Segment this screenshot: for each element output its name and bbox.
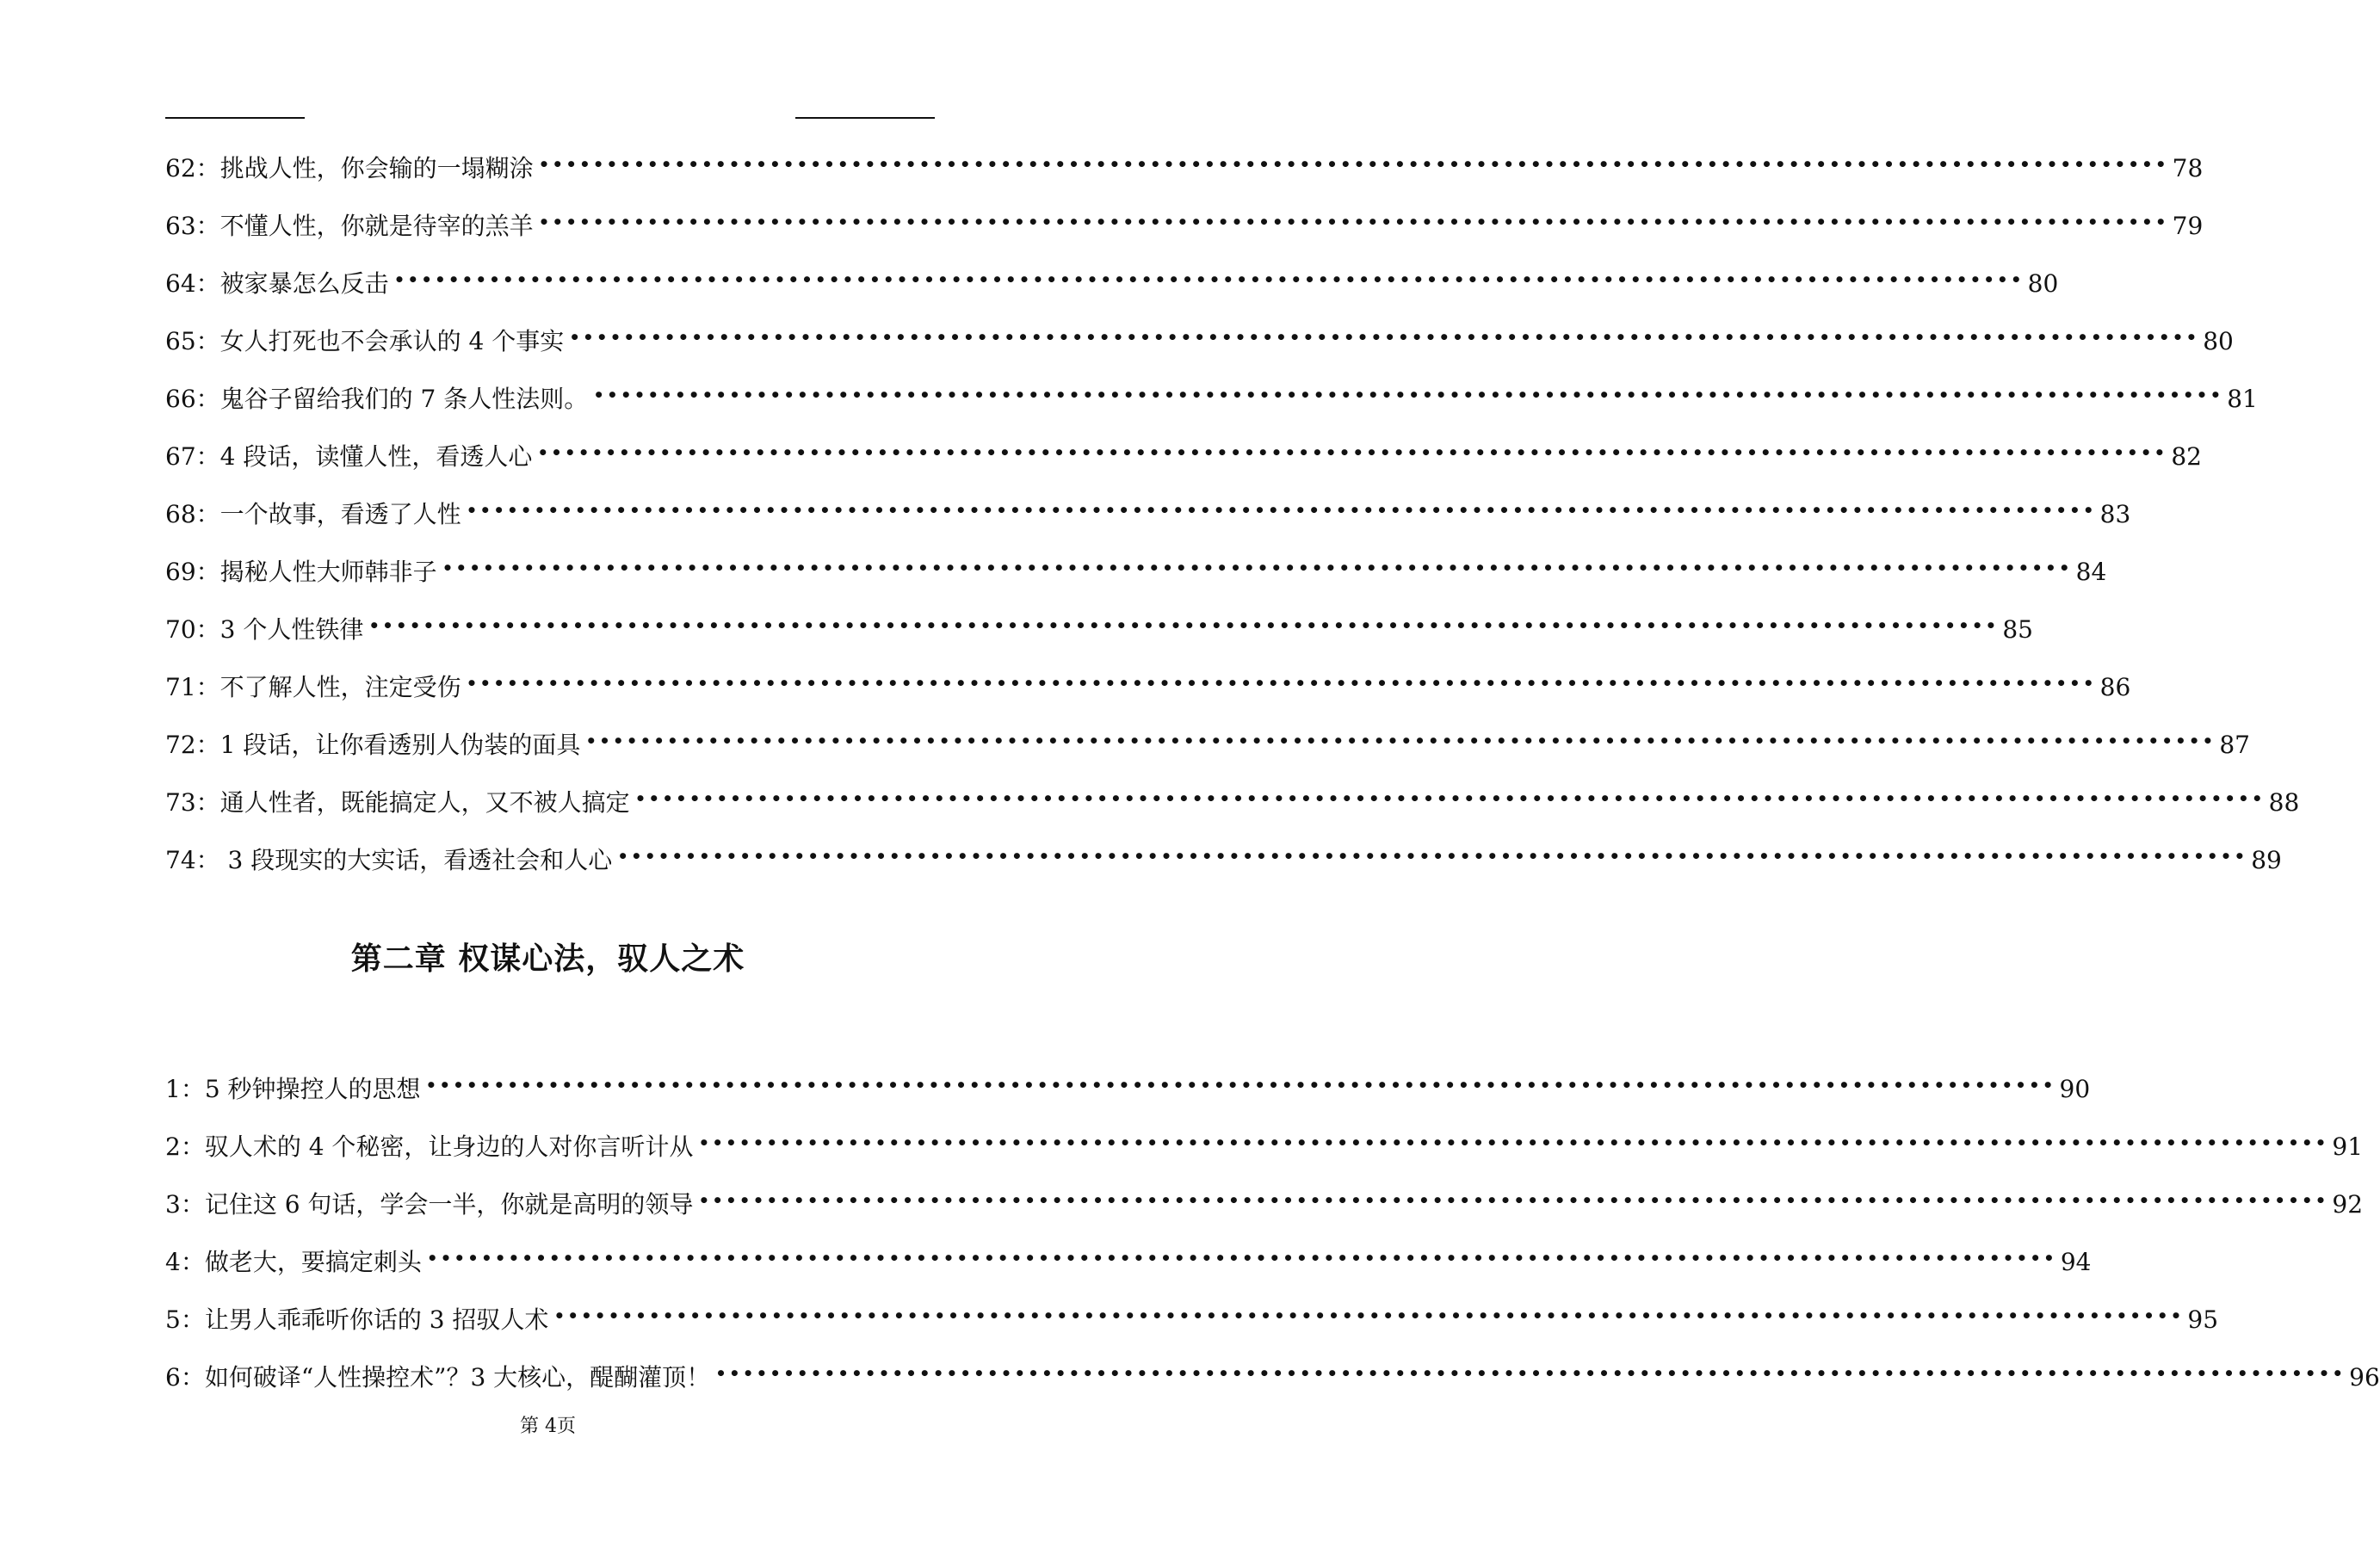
toc-leader-dots: •••••••••••••••••••••••••••••••••••••••••••••••••••••••••••••••••••••••••••••••••••••••••••••••••••••••••••••••••••••••• [634, 788, 2266, 809]
toc-leader-dots: •••••••••••••••••••••••••••••••••••••••••••••••••••••••••••••••••••••••••••••••••••••••••••••••••••••••••••••••••••••••• [569, 327, 2200, 348]
toc-leader-dots: •••••••••••••••••••••••••••••••••••••••••••••••••••••••••••••••••••••••••••••••••••••••••••••••••••••••••••••••••••••••• [698, 1132, 2329, 1153]
toc-leader-dots: •••••••••••••••••••••••••••••••••••••••••••••••••••••••••••••••••••••••••••••••••••••••••••••••••••••••••••••••••••••••• [593, 385, 2224, 405]
toc-entry-page: 92 [2332, 1190, 2364, 1219]
toc-leader-dots: •••••••••••••••••••••••••••••••••••••••••••••••••••••••••••••••••••••••••••••••••••••••••••••••••••••••••••••••••••••••• [617, 846, 2248, 867]
toc-entry[interactable] [165, 601, 2033, 658]
toc-entry[interactable] [165, 1348, 2380, 1406]
header-rule-left [165, 117, 305, 119]
toc-entry[interactable] [165, 1291, 2219, 1348]
toc-leader-dots: •••••••••••••••••••••••••••••••••••••••••••••••••••••••••••••••••••••••••••••••••••••••••••••••••••••••••••••••••••••••• [715, 1363, 2346, 1384]
toc-entry-page: 89 [2251, 846, 2282, 874]
toc-leader-dots: •••••••••••••••••••••••••••••••••••••••••••••••••••••••••••••••••••••••••••••••••••••••••••••••••••••••••••••••••••••••• [537, 442, 2168, 463]
toc-entry[interactable] [165, 428, 2202, 485]
toc-entry[interactable] [165, 255, 2059, 312]
toc-entry-title: 6：如何破译“人性操控术”？3 大核心，醍醐灌顶！ [165, 1363, 711, 1392]
chapter-heading: 第二章 权谋心法，驭人之术 [350, 941, 745, 977]
toc-entry-title: 72：1 段话，让你看透别人伪装的面具 [165, 731, 581, 759]
toc-entry-title: 2：驭人术的 4 个秘密，让身边的人对你言听计从 [165, 1132, 694, 1161]
toc-entry-title: 62：挑战人性，你会输的一塌糊涂 [165, 154, 534, 182]
toc-entry-page: 79 [2172, 212, 2204, 240]
toc-entry-title: 67：4 段话，读懂人性，看透人心 [165, 442, 533, 471]
toc-leader-dots: •••••••••••••••••••••••••••••••••••••••••••••••••••••••••••••••••••••••••••••••••••••••••••••••••••••••••••••••••••••••• [442, 558, 2073, 578]
toc-leader-dots: •••••••••••••••••••••••••••••••••••••••••••••••••••••••••••••••••••••••••••••••••••••••••••••••••••••••••••••••••••••••• [698, 1190, 2329, 1211]
toc-entry-title: 73：通人性者，既能搞定人，又不被人搞定 [165, 788, 630, 817]
toc-entry-page: 82 [2171, 442, 2202, 471]
toc-leader-dots: •••••••••••••••••••••••••••••••••••••••••••••••••••••••••••••••••••••••••••••••••••••••••••••••••••••••••••••••••••••••• [553, 1305, 2185, 1326]
page-number-footer: 第 4页 [520, 1416, 576, 1437]
toc-entry-page: 88 [2268, 788, 2300, 817]
toc-list-part2 [165, 1060, 2380, 1406]
toc-entry-page: 91 [2332, 1132, 2364, 1161]
toc-entry[interactable] [165, 1060, 2091, 1118]
toc-entry-title: 4：做老大，要搞定刺头 [165, 1248, 422, 1276]
toc-entry-page: 81 [2227, 385, 2258, 413]
toc-entry[interactable] [165, 774, 2300, 831]
toc-entry-title: 69：揭秘人性大师韩非子 [165, 558, 437, 586]
toc-leader-dots: •••••••••••••••••••••••••••••••••••••••••••••••••••••••••••••••••••••••••••••••••••••••••••••••••••••••••••••••••••••••• [368, 615, 2000, 636]
toc-entry-title: 65：女人打死也不会承认的 4 个事实 [165, 327, 565, 355]
toc-entry[interactable] [165, 1176, 2364, 1233]
toc-entry[interactable] [165, 312, 2234, 370]
toc-entry-title: 71：不了解人性，注定受伤 [165, 673, 461, 701]
toc-entry-page: 90 [2059, 1075, 2091, 1103]
toc-leader-dots: •••••••••••••••••••••••••••••••••••••••••••••••••••••••••••••••••••••••••••••••••••••••••••••••••••••••••••••••••••••••• [466, 500, 2097, 521]
toc-entry-title: 5：让男人乖乖听你话的 3 招驭人术 [165, 1305, 549, 1334]
toc-entry[interactable] [165, 1118, 2364, 1176]
toc-entry[interactable] [165, 485, 2131, 543]
toc-entry-title: 3：记住这 6 句话，学会一半，你就是高明的领导 [165, 1190, 694, 1219]
toc-entry-title: 66：鬼谷子留给我们的 7 条人性法则。 [165, 385, 589, 413]
toc-entry-title: 68：一个故事，看透了人性 [165, 500, 461, 528]
header-rule-right [795, 117, 935, 119]
toc-entry-page: 86 [2099, 673, 2131, 701]
toc-entry-page: 78 [2172, 154, 2204, 182]
toc-entry[interactable] [165, 370, 2258, 428]
toc-entry[interactable] [165, 1233, 2092, 1291]
toc-entry-title: 74： 3 段现实的大实话，看透社会和人心 [165, 846, 613, 874]
toc-leader-dots: •••••••••••••••••••••••••••••••••••••••••••••••••••••••••••••••••••••••••••••••••••••••••••••••••••••••••••••••••••••••• [466, 673, 2097, 694]
toc-leader-dots: •••••••••••••••••••••••••••••••••••••••••••••••••••••••••••••••••••••••••••••••••••••••••••••••••••••••••••••••••••••••• [426, 1248, 2057, 1268]
toc-entry[interactable] [165, 831, 2282, 889]
toc-entry[interactable] [165, 139, 2204, 197]
toc-entry-page: 83 [2099, 500, 2131, 528]
toc-leader-dots: •••••••••••••••••••••••••••••••••••••••••••••••••••••••••••••••••••••••••••••••••••••••••••••••••••••••••••••••••••••••• [425, 1075, 2056, 1095]
toc-entry-page: 95 [2187, 1305, 2219, 1334]
toc-entry-page: 96 [2349, 1363, 2380, 1392]
toc-entry-title: 70：3 个人性铁律 [165, 615, 364, 644]
toc-list-part1 [165, 139, 2300, 889]
toc-entry[interactable] [165, 658, 2131, 716]
toc-entry[interactable] [165, 716, 2250, 774]
toc-entry-page: 87 [2219, 731, 2250, 759]
toc-entry-title: 1：5 秒钟操控人的思想 [165, 1075, 421, 1103]
toc-leader-dots: •••••••••••••••••••••••••••••••••••••••••••••••••••••••••••••••••••••••••••••••••••••••••••••••••••••••••••••••••••••••• [538, 212, 2169, 232]
toc-entry-page: 94 [2060, 1248, 2092, 1276]
toc-leader-dots: •••••••••••••••••••••••••••••••••••••••••••••••••••••••••••••••••••••••••••••••••••••••••••••••••••••••••••••••••••••••• [393, 269, 2025, 290]
toc-entry-page: 85 [2002, 615, 2033, 644]
toc-entry[interactable] [165, 543, 2107, 601]
toc-leader-dots: •••••••••••••••••••••••••••••••••••••••••••••••••••••••••••••••••••••••••••••••••••••••••••••••••••••••••••••••••••••••• [538, 154, 2169, 175]
toc-entry-page: 80 [2203, 327, 2234, 355]
toc-entry-page: 84 [2075, 558, 2107, 586]
toc-entry-title: 63：不懂人性，你就是待宰的羔羊 [165, 212, 534, 240]
toc-entry[interactable] [165, 197, 2204, 255]
toc-entry-page: 80 [2027, 269, 2059, 298]
toc-leader-dots: •••••••••••••••••••••••••••••••••••••••••••••••••••••••••••••••••••••••••••••••••••••••••••••••••••••••••••••••••••••••• [585, 731, 2216, 751]
toc-entry-title: 64：被家暴怎么反击 [165, 269, 389, 298]
